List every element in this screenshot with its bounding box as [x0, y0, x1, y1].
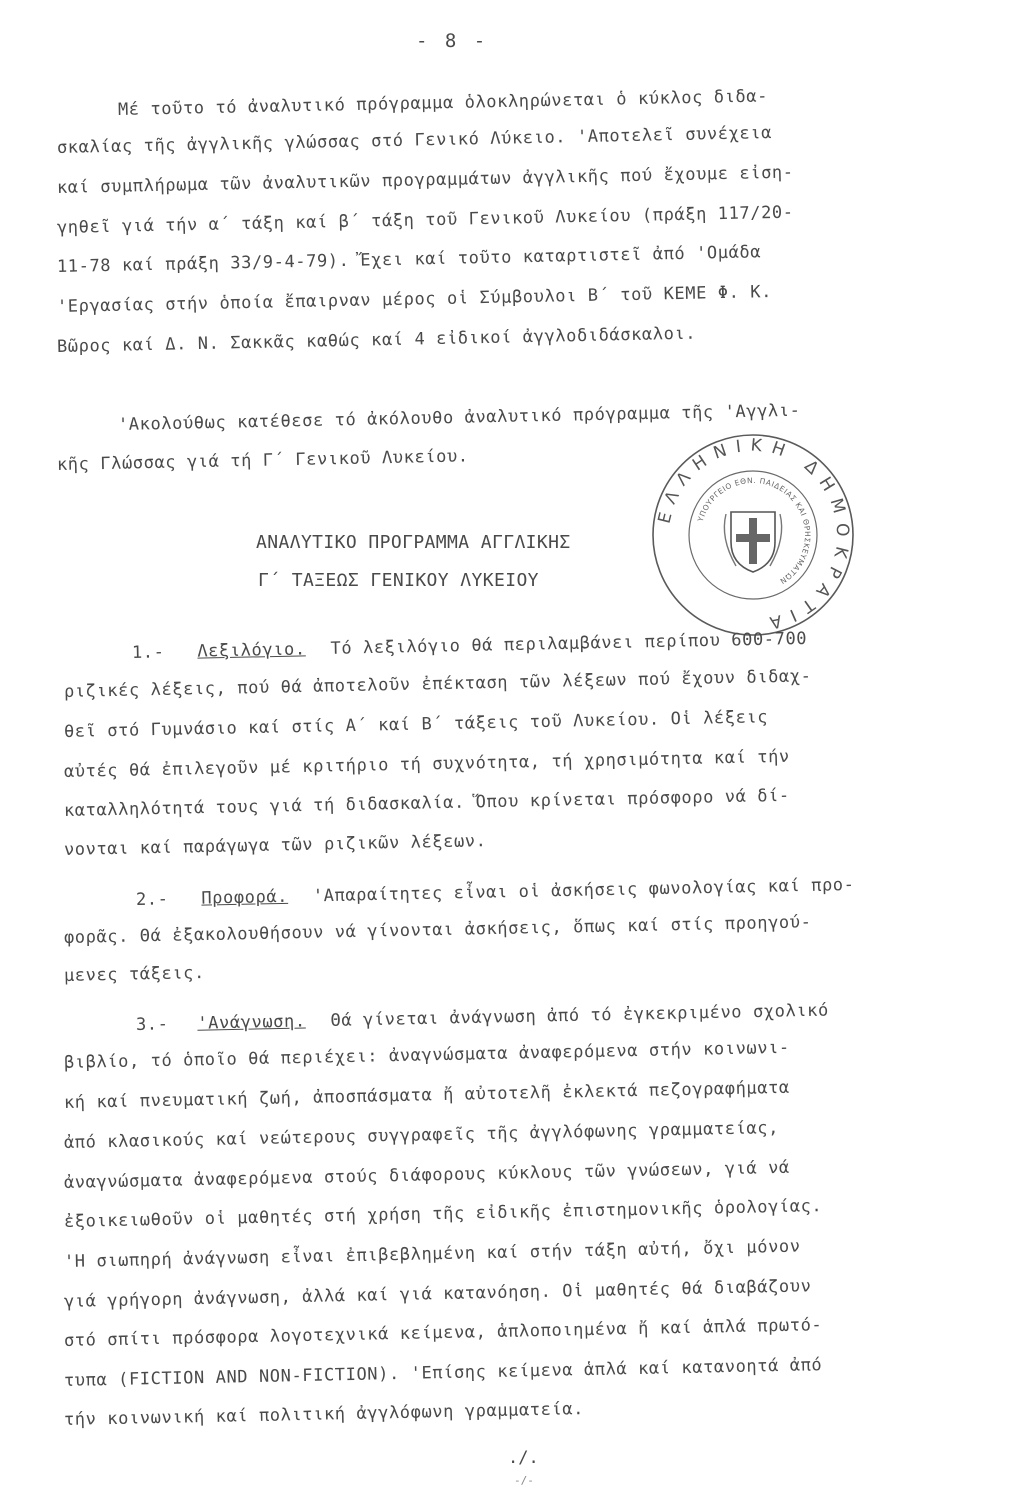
section-line: ἀναγνώσματα ἀναφερόμενα στούς διάφορους κύκλους τῶν γνώσεων, γιά νά: [63, 1157, 790, 1193]
program-heading-1: ΑΝΑΛΥΤΙΚΟ ΠΡΟΓΡΑΜΜΑ ΑΓΓΛΙΚΗΣ: [256, 532, 571, 553]
section-title: Λεξιλόγιο.: [197, 639, 306, 662]
official-stamp: [648, 430, 858, 640]
section-number: 3.-: [135, 1014, 169, 1035]
section-1-first-line: [132, 629, 808, 663]
section-line: γιά γρήγορη ἀνάγνωση, ἀλλά καί γιά κατανόηση. Οἱ μαθητές θά διαβάζουν: [63, 1276, 812, 1312]
follow-line: κῆς Γλώσσας γιά τή Γ΄ Γενικοῦ Λυκείου.: [56, 446, 469, 475]
section-text: Τό λεξιλόγιο θά περιλαμβάνει περίπου 600-700: [330, 628, 808, 659]
section-3-first-line: [136, 1000, 829, 1035]
section-line: τήν κοινωνική καί πολιτική ἀγγλόφωνη γραμματεία.: [63, 1399, 585, 1430]
section-text: Θά γίνεται ἀνάγνωση ἀπό τό ἐγκεκριμένο σχολικό: [330, 1000, 830, 1031]
section-line: φορᾶς. Θά ἐξακολουθήσουν νά γίνονται ἀσκήσεις, ὅπως καί στίς προηγού-: [63, 912, 812, 948]
intro-line: 11-78 καί πράξη 33/9-4-79). Ἔχει καί τοῦτο καταρτιστεῖ ἀπό 'Ομάδα: [56, 242, 762, 277]
section-line: κή καί πνευματική ζωή, ἀποσπάσματα ἤ αὐτοτελῆ ἐκλεκτά πεζογραφήματα: [63, 1077, 790, 1113]
section-line: νονται καί παράγωγα τῶν ριζικῶν λέξεων.: [63, 831, 487, 860]
section-2-first-line: [136, 875, 855, 910]
section-line: στό σπίτι πρόσφορα λογοτεχνικά κείμενα, ἁπλοποιημένα ἤ καί ἁπλά πρωτό-: [63, 1315, 823, 1351]
section-line: καταλληλότητά τους γιά τή διδασκαλία. Ὅπου κρίνεται πρόσφορο νά δί-: [63, 785, 790, 821]
intro-line: γηθεῖ γιά τήν α΄ τάξη καί β΄ τάξη τοῦ Γενικοῦ Λυκείου (πράξη 117/20-: [56, 202, 794, 238]
intro-line: Μέ τοῦτο τό ἀναλυτικό πρόγραμμα ὁλοκληρώνεται ὁ κύκλος διδα-: [117, 86, 769, 120]
follow-line: 'Ακολούθως κατέθεσε τό ἀκόλουθο ἀναλυτικό πρόγραμμα τῆς 'Αγγλι-: [117, 400, 801, 435]
section-line: βιβλίο, τό ὁποῖο θά περιέχει: ἀναγνώσματα ἀναφερόμενα στήν κοινωνι-: [63, 1037, 790, 1073]
section-line: μενες τάξεις.: [63, 963, 206, 986]
bottom-mark: -/-: [514, 1474, 534, 1487]
continuation-mark: ./.: [508, 1448, 539, 1468]
stamp-outer-text: ΕΛΛΗΝΙΚΗ ΔΗΜΟΚΡΑΤΙΑ: [654, 435, 853, 635]
section-text: 'Απαραίτητες εἶναι οἱ ἀσκήσεις φωνολογίας καί προ-: [312, 874, 855, 907]
section-title: 'Ανάγνωση.: [197, 1011, 306, 1034]
intro-line: 'Εργασίας στήν ὁποία ἔπαιρναν μέρος οἱ Σύμβουλοι Β΄ τοῦ ΚΕΜΕ Φ. Κ.: [56, 282, 773, 317]
section-line: τυπα (FICTION AND NON-FICTION). 'Επίσης κείμενα ἁπλά καί κατανοητά ἀπό: [63, 1355, 823, 1391]
program-heading-2: Γ΄ ΤΑΞΕΩΣ ΓΕΝΙΚΟΥ ΛΥΚΕΙΟΥ: [258, 570, 539, 591]
intro-line: καί συμπλήρωμα τῶν ἀναλυτικῶν προγραμμάτων ἀγγλικῆς πού ἔχουμε εἰση-: [56, 162, 794, 198]
section-line: θεῖ στό Γυμνάσιο καί στίς Α΄ καί Β΄ τάξεις τοῦ Λυκείου. Οἱ λέξεις: [63, 707, 769, 742]
coat-of-arms-icon: [724, 512, 781, 572]
section-number: 1.-: [131, 642, 165, 663]
stamp-inner-text: ΥΠΟΥΡΓΕΙΟ ΕΘΝ. ΠΑΙΔΕΙΑΣ ΚΑΙ ΘΡΗΣΚΕΥΜΑΤΩΝ: [695, 475, 813, 586]
section-line: αὐτές θά ἐπιλεγοῦν μέ κριτήριο τή συχνότητα, τή χρησιμότητα καί τήν: [63, 746, 790, 782]
page-number: - 8 -: [416, 30, 489, 52]
intro-line: σκαλίας τῆς ἀγγλικῆς γλώσσας στό Γενικό Λύκειο. 'Αποτελεῖ συνέχεια: [56, 123, 773, 158]
section-line: ἐξοικειωθοῦν οἱ μαθητές στή χρήση τῆς εἰδικῆς ἐπιστημονικῆς ὁρολογίας.: [63, 1196, 823, 1232]
section-line: 'Η σιωπηρή ἀνάγνωση εἶναι ἐπιβεβλημένη καί στήν τάξη αὐτή, ὄχι μόνον: [63, 1236, 801, 1272]
section-line: ριζικές λέξεις, πού θά ἀποτελοῦν ἐπέκταση τῶν λέξεων πού ἔχουν διδαχ-: [63, 666, 812, 702]
section-title: Προφορά.: [201, 886, 289, 909]
intro-line: Βῶρος καί Δ. Ν. Σακκᾶς καθώς καί 4 εἰδικοί ἀγγλοδιδάσκαλοι.: [56, 323, 697, 357]
section-number: 2.-: [135, 889, 169, 910]
section-line: ἀπό κλασικούς καί νεώτερους συγγραφεῖς τῆς ἀγγλόφωνης γραμματείας,: [63, 1118, 780, 1153]
